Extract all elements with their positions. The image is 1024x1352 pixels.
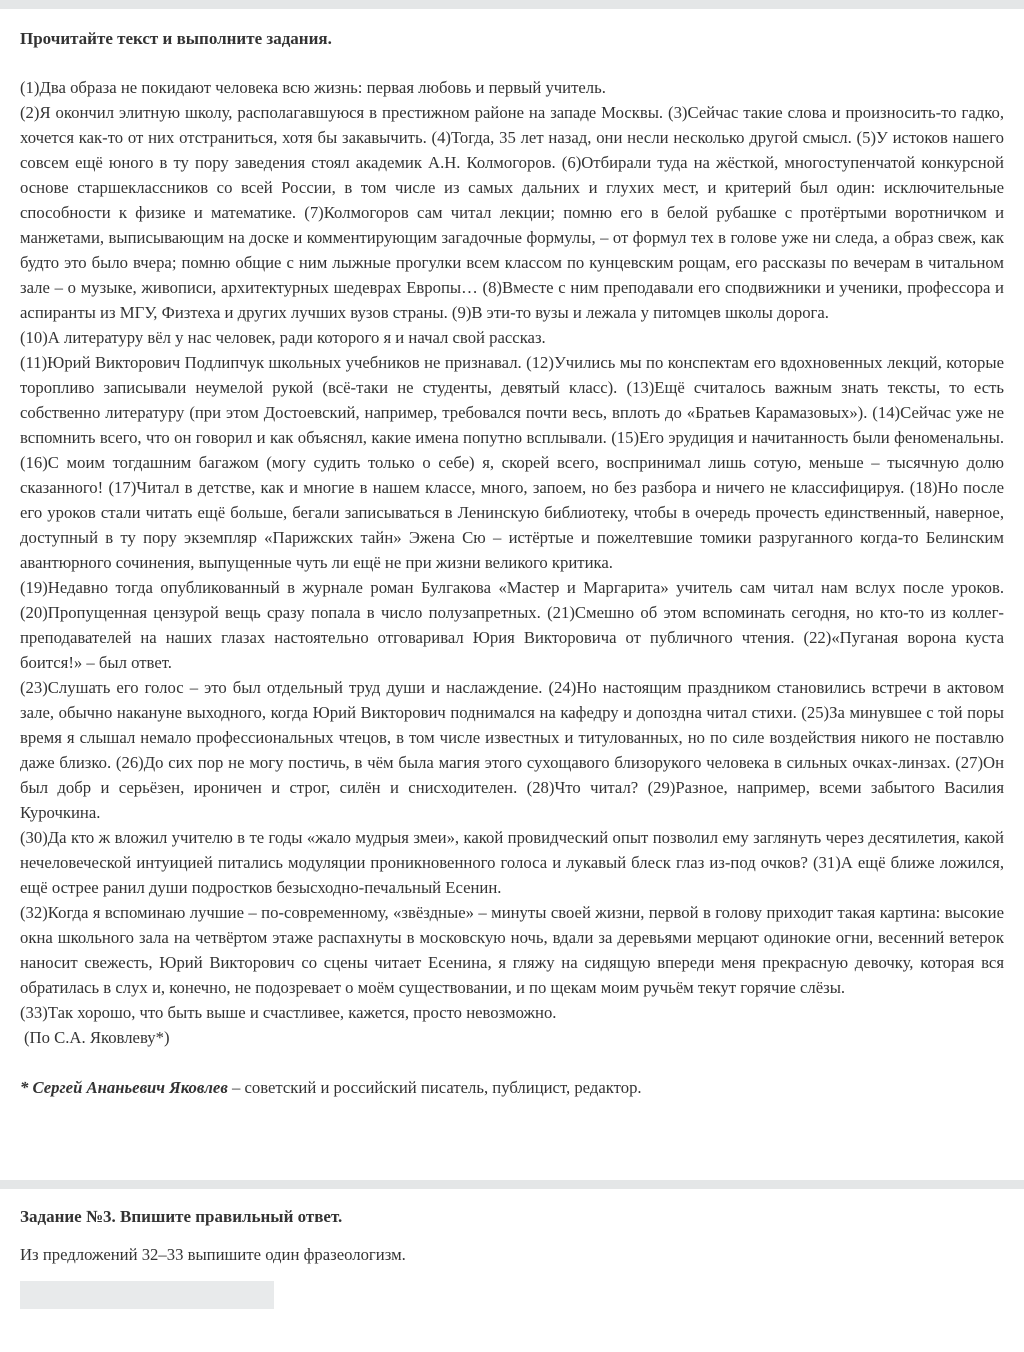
passage-paragraph: (23)Слушать его голос – это был отдельный труд души и наслаждение. (24)Но настоящим праздником становились встречи в актовом зале, обычно накануне выходного, когда Юрий Викторович поднимался на кафедру и допоздна читал стихи. (25)За минувшее с той поры время я слышал немало профессиональных чтецов, в том числе известных и титулованных, но по силе воздействия никого не поставлю даже близко. (26)До сих пор не могу постичь, в чём была магия этого сухощавого близорукого человека в сильных очках-линзах. (27)Он был добр и серьёзен, ироничен и строг, силён и снисходителен. (28)Что читал? (29)Разное, например, всеми забытого Василия Курочкина. (20, 678, 1004, 822)
footnote-text: – советский и российский писатель, публицист, редактор. (227, 1078, 642, 1097)
passage-paragraph: (33)Так хорошо, что быть выше и счастливее, кажется, просто невозможно. (20, 1003, 557, 1022)
passage-paragraph: (2)Я окончил элитную школу, располагавшуюся в престижном районе на западе Москвы. (3)Сейчас такие слова и произносить-то гадко, хочется как-то от них отстраниться, хотя бы закавычить. (4)Тогда, 35 лет назад, они несли несколько другой смысл. (5)У истоков нашего совсем ещё юного в ту пору заведения стоял академик А.Н. Колмогоров. (6)Отбирали туда на жёсткой, многоступенчатой конкурсной основе старшеклассников со всей России, в том числе из самых дальних и глухих мест, и критерий был один: исключительные способности к физике и математике. (7)Колмогоров сам читал лекции; помню его в белой рубашке с протёртыми воротничком и манжетами, выписывающим на доске и комментирующим загадочные формулы, – от формул тех в голове уже ни следа, а образ свеж, как будто это было вчера; помню общие с ним лыжные прогулки всем классом по кунцевским рощам, его рассказы по вечерам в читальном зале – о музыке, живописи, архитектурных шедеврах Европы… (8)Вместе с ним преподавали его сподвижники и ученики, профессора и аспиранты из МГУ, Физтеха и других лучших вузов страны. (9)В эти-то вузы и лежала у питомцев школы дорога. (20, 103, 1004, 322)
passage-paragraph: (1)Два образа не покидают человека всю жизнь: первая любовь и первый учитель. (20, 78, 606, 97)
passage-paragraph: (32)Когда я вспоминаю лучшие – по-современному, «звёздные» – минуты своей жизни, первой в голову приходит такая картина: высокие окна школьного зала на четвёртом этаже распахнуты в московскую ночь, вдали за деревьями мерцают одинокие огни, весенний ветерок наносит свежесть, Юрий Викторович со сцены читает Есенина, я гляжу на сидящую впереди меня прекрасную девочку, которая вся обратилась в слух и, конечно, не подозревает о моём существовании, и по щекам моим ручьём текут горячие слёзы. (20, 903, 1004, 997)
section-divider (0, 1180, 1024, 1189)
author-footnote (20, 1075, 1004, 1100)
passage-paragraph: (10)А литературу вёл у нас человек, ради которого я и начал свой рассказ. (20, 328, 546, 347)
task-section (20, 1207, 1004, 1309)
answer-input[interactable] (20, 1281, 274, 1309)
passage-paragraph: (19)Недавно тогда опубликованный в журнале роман Булгакова «Мастер и Маргарита» учитель сам читал нам вслух после уроков. (20)Пропущенная цензурой вещь сразу попала в число полузапретных. (21)Смешно об этом вспоминать сегодня, но кто-то из коллег-преподавателей на наших глазах настоятельно отговаривал Юрия Викторовича от публичного чтения. (22)«Пуганая ворона куста боится!» – был ответ. (20, 578, 1004, 672)
top-divider (0, 0, 1024, 9)
footnote-author: * Сергей Ананьевич Яковлев (20, 1078, 228, 1097)
passage-paragraph: (30)Да кто ж вложил учителю в те годы «жало мудрыя змеи», какой провидческий опыт позволил ему заглянуть через десятилетия, какой нечеловеческой интуицией питались модуляции проникновенного голоса и лукавый блеск глаз из-под очков? (31)А ещё ближе ложился, ещё острее ранил души подростков безысходно-печальный Есенин. (20, 828, 1004, 897)
reading-passage (20, 75, 1004, 1050)
task-question: Из предложений 32–33 выпишите один фразеологизм. (20, 1245, 406, 1264)
source-attribution: (По С.А. Яковлеву*) (24, 1028, 170, 1047)
task-heading: Задание №3. Впишите правильный ответ. (20, 1207, 343, 1226)
passage-paragraph: (11)Юрий Викторович Подлипчук школьных учебников не признавал. (12)Учились мы по конспектам его вдохновенных лекций, которые торопливо записывали неумелой рукой (всё-таки не студенты, девятый класс). (13)Ещё считалось важным знать тексты, то есть собственно литературу (при этом Достоевский, например, требовался почти весь, вплоть до «Братьев Карамазовых»). (14)Сейчас уже не вспомнить всего, что он говорил и как объяснял, какие имена попутно всплывали. (15)Его эрудиция и начитанность были феноменальны. (16)С моим тогдашним багажом (могу судить только о себе) я, скорей всего, воспринимал лишь сотую, меньше – тысячную долю сказанного! (17)Читал в детстве, как и многие в нашем классе, много, запоем, но без разбора и ничего не классифицируя. (18)Но после его уроков стали читать ещё больше, бегали записываться в Ленинскую библиотеку, чтобы в очередь прочесть единственный, наверное, доступный в ту пору экземпляр «Парижских тайн» Эжена Сю – истёртые и пожелтевшие томики разруганного когда-то Белинским авантюрного сочинения, выпущенные чуть ли ещё не при жизни великого критика. (20, 353, 1004, 572)
reading-heading: Прочитайте текст и выполните задания. (20, 29, 332, 48)
reading-section (0, 9, 1024, 1100)
